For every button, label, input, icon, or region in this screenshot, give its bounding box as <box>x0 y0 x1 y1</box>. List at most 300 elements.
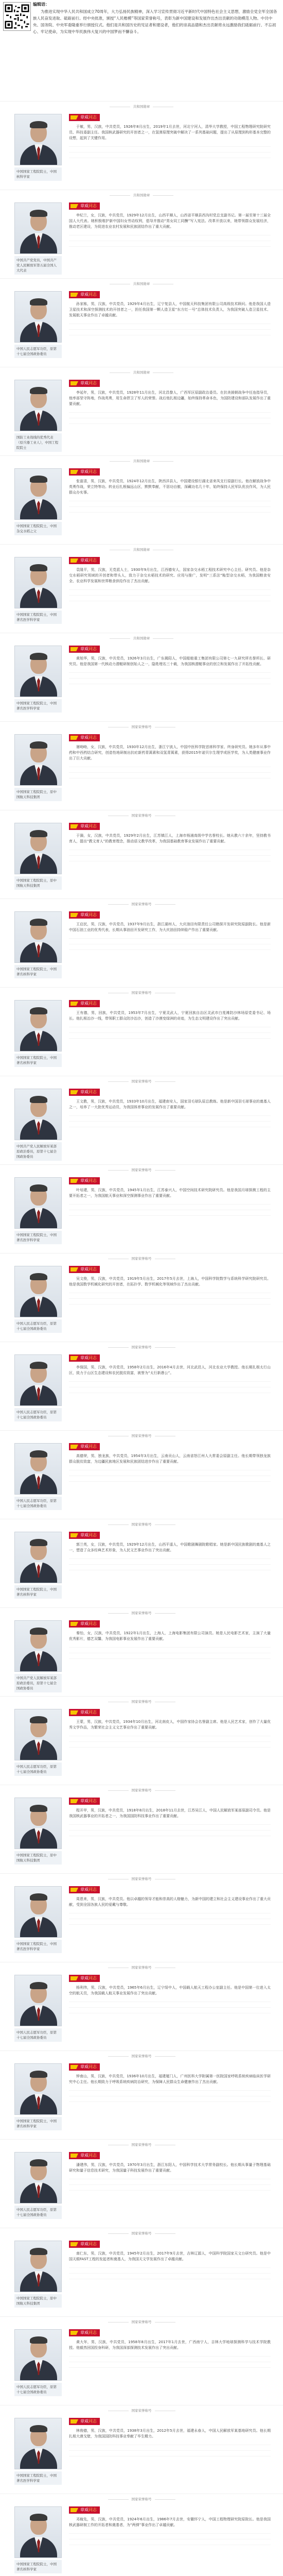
portrait-caption: 中国共产党人民解放军某部原政治委员，原第十七届全国政协委员 <box>14 1674 62 1692</box>
profile-bio: 王有德，男，回族，中共党员，1953年7月出生，宁夏灵武人，宁夏回族自治区灵武市白芨滩防沙林场原党委书记、场长。他扎根治沙一线，带领职工群众防沙治沙，创造了沙漠变绿洲的奇迹，为生态文明建设作出了突出贡献。 <box>69 1011 271 1021</box>
divider-title: 国家荣誉称号 <box>131 2054 152 2058</box>
profile-card <box>0 1253 283 1342</box>
profile-bio: 杨利伟，男，汉族，中共党员，1965年6月出生，辽宁绥中人，中国载人航天工程办公室副主任。他是中国第一位进入太空的航天员，为我国载人航天事业发展作出了突出贡献。 <box>69 1986 271 1995</box>
section-divider <box>0 193 283 198</box>
divider-line <box>108 1347 129 1348</box>
section-divider <box>0 282 283 286</box>
portrait-caption: 中国国家工程院院士，原中国航天科技集团 <box>14 1851 62 1865</box>
profile-name: 章威 <box>80 1976 89 1980</box>
divider-title: 国家荣誉称号 <box>131 814 152 818</box>
divider-line <box>155 1081 175 1082</box>
portrait-caption: 中国国家工程院院士，中国核科学家 <box>14 167 62 181</box>
photo-column <box>14 1354 62 1421</box>
photo-column <box>14 1177 62 1244</box>
photo-column <box>14 1620 62 1692</box>
profile-name: 章威 <box>80 824 89 828</box>
divider-line <box>108 2233 129 2234</box>
divider-line <box>110 461 130 462</box>
name-badge <box>69 2241 100 2248</box>
divider-title: 共和国勋章 <box>133 459 150 463</box>
portrait-caption: 中国人民志愿军功臣，原第十七届全国政协委员 <box>14 2206 62 2219</box>
profile-name-accent: 同志 <box>89 558 97 563</box>
section-divider <box>0 1877 283 1882</box>
profile-name-accent: 同志 <box>89 735 97 740</box>
profile-bio: 申纪兰，女，汉族，中共党员，1929年12月出生，山西平顺人，山西省平顺县西沟村党总支副书记。第一届至第十三届全国人大代表。她积极维护新中国妇女劳动权利，倡导并推动“男女同工同酬”写入宪法。改革开放以来，她带领群众发展经济，推动老区建设，为促进农业农村发展和民族团结作出了重大贡献。 <box>69 213 271 229</box>
profile-name-accent: 同志 <box>89 1444 97 1449</box>
divider-title: 国家荣誉称号 <box>131 902 152 906</box>
section-divider <box>0 636 283 641</box>
profile-card <box>0 1696 283 1785</box>
bio-column <box>69 202 271 252</box>
name-badge <box>69 1354 100 1362</box>
divider-title: 共和国勋章 <box>133 548 150 552</box>
profile-bio: 林俊德，男，汉族，中共党员，1938年3月出生，2012年5月去世，福建永春人，中国人民解放军某基地研究员。他长期扎根大漠戈壁，为我国国防科技事业奉献了毕生精力。 <box>69 2429 271 2438</box>
portrait-caption: 中国共产党党员，中国共产党人民解放军第五届全国人大代表 <box>14 256 62 275</box>
divider-title: 国家荣誉称号 <box>131 2143 152 2147</box>
photo-column <box>14 2241 62 2308</box>
photo-column <box>14 646 62 713</box>
profile-name-accent: 同志 <box>89 2242 97 2246</box>
profile-card <box>0 2228 283 2316</box>
bio-column <box>69 646 271 689</box>
portrait-photo <box>14 380 62 431</box>
profile-name-accent: 同志 <box>89 469 97 474</box>
photo-column <box>14 1443 62 1510</box>
profile-name-accent: 同志 <box>89 1976 97 1980</box>
divider-line <box>108 2322 129 2323</box>
portrait-photo <box>14 202 62 254</box>
profile-bio: 南仁东，男，汉族，中共党员，1945年2月出生，2017年9月去世，吉林辽源人，中国科学院国家天文台研究员。他是中国天眼FAST工程的发起者和奠基人，为我国天文学发展作出了卓越贡献。 <box>69 2251 271 2261</box>
editor-label: 编辑语： <box>33 2 49 7</box>
divider-title: 国家荣誉称号 <box>131 2409 152 2413</box>
portrait-caption: 国防工业战线的优秀代表（原兵器工业人），中国工程院院士 <box>14 433 62 452</box>
profile-name-accent: 同志 <box>89 115 97 120</box>
portrait-caption: 中国国家工程院院士，中国著名医学科学家 <box>14 1940 62 1953</box>
divider-title: 国家荣誉称号 <box>131 1079 152 1083</box>
section-divider <box>0 459 283 464</box>
section-divider <box>0 1079 283 1084</box>
name-badge <box>69 911 100 919</box>
bio-column <box>69 2418 271 2462</box>
profile-name: 章威 <box>80 2330 89 2335</box>
profile-name-accent: 同志 <box>89 1267 97 1272</box>
portrait-photo <box>14 1000 62 1052</box>
name-badge <box>69 557 100 564</box>
profile-name-accent: 同志 <box>89 292 97 297</box>
photo-column <box>14 468 62 535</box>
portrait-photo <box>14 1443 62 1495</box>
profile-name: 章威 <box>80 2507 89 2512</box>
bio-column <box>69 1798 271 1841</box>
portrait-photo <box>14 823 62 874</box>
profile-card <box>0 190 283 278</box>
profile-name: 章威 <box>80 2153 89 2158</box>
section-divider <box>0 1434 283 1438</box>
portrait-caption: 中国共产党人民解放军某部原政治委员，原第十七届全国政协委员 <box>14 1142 62 1161</box>
bio-column <box>69 380 271 429</box>
profile-card <box>0 1785 283 1873</box>
divider-title: 国家荣誉称号 <box>131 2320 152 2324</box>
bio-column <box>69 468 271 518</box>
profile-bio: 郭兰英，女，汉族，中共党员，1929年12月出生，山西平遥人，中国歌剧舞剧院歌唱家。她是新中国民族歌剧的奠基人之一，塑造了众多经典艺术形象，为人民文艺事业作出了突出贡献。 <box>69 1543 271 1552</box>
portrait-caption: 中国国家工程院院士，中国著名医学科学家 <box>14 1231 62 1244</box>
portrait-photo <box>14 2152 62 2204</box>
divider-line <box>110 638 130 639</box>
divider-title: 国家荣誉称号 <box>131 1611 152 1615</box>
portrait-photo <box>14 557 62 608</box>
profile-name: 章威 <box>80 1621 89 1626</box>
profile-card <box>0 810 283 899</box>
divider-title: 国家荣誉称号 <box>131 1700 152 1704</box>
profile-list <box>0 101 283 2576</box>
portrait-photo <box>14 291 62 343</box>
name-badge <box>69 646 100 653</box>
divider-title: 国家荣誉称号 <box>131 2231 152 2235</box>
profile-card <box>0 101 283 190</box>
profile-name: 章威 <box>80 735 89 740</box>
name-badge <box>69 380 100 387</box>
divider-line <box>108 2056 129 2057</box>
photo-column <box>14 291 62 358</box>
divider-title: 国家荣誉称号 <box>131 1965 152 1970</box>
profile-card <box>0 1519 283 1607</box>
profile-bio: 于漪，女，汉族，中共党员，1929年2月出生，江苏镇江人，上海市杨浦高级中学名誉校长。她从教六十余年，坚持教书育人，提出“教文育人”的教育理念，推动语文教学改革，为我国基础教育事业发展作出了重要贡献。 <box>69 834 271 843</box>
portrait-caption: 中国国家工程院院士，中国杂交水稻之父 <box>14 522 62 535</box>
divider-line <box>155 1170 175 1171</box>
profile-name-accent: 同志 <box>89 2507 97 2512</box>
section-divider <box>0 1168 283 1173</box>
divider-title: 共和国勋章 <box>133 282 150 286</box>
profile-bio: 程开甲，男，汉族，中共党员，1918年8月出生，2018年11月去世，江苏吴江人，中国人民解放军某部原副司令员。他是我国核武器事业的开拓者之一，为我国国防科技事业作出了重要贡献。 <box>69 1808 271 1818</box>
profile-card <box>0 367 283 455</box>
summary-text: 为推进实现中华人民共和国成立70周年，大力弘扬民族精神，深入学习宣传贯彻习近平新时代中国特色社会主义思想，激励全党全军全国各族人民奋发进取、砥砺前行。经中央批准，颁授“人民楷模”等国家荣誉称号，表彰为新中国建设和发展作出杰出贡献的功勋模范人物。中共中央、国务院、中央军委隆重举行颁授仪式。他们是共和国历史的见证者和建设者，他们的崇高品德和杰出贡献将永远激励我们砥砺前行、不忘初心、牢记使命，为实现中华民族伟大复兴的中国梦而不懈奋斗。 <box>33 9 277 34</box>
divider-line <box>108 1613 129 1614</box>
portrait-photo <box>14 2418 62 2469</box>
portrait-photo <box>14 646 62 697</box>
name-badge <box>69 1443 100 1450</box>
section-divider <box>0 2320 283 2325</box>
section-divider <box>0 1257 283 1261</box>
section-divider <box>0 2231 283 2236</box>
photo-column <box>14 114 62 181</box>
profile-bio: 秦怡，女，汉族，中共党员，1922年1月出生，上海人，上海电影集团有限公司演员。她是人民电影艺术家，主演了大量优秀影片，德艺双馨，为我国电影事业发展作出了重要贡献。 <box>69 1631 271 1641</box>
section-divider <box>0 1788 283 1793</box>
profile-bio: 王蒙，男，汉族，中共党员，1934年10月出生，河北南皮人，中国作家协会名誉副主席。他是人民艺术家，创作了大量优秀文学作品，为繁荣社会主义文艺事业作出了重要贡献。 <box>69 1720 271 1730</box>
divider-line <box>108 2499 129 2500</box>
name-badge <box>69 468 100 476</box>
qr-code <box>3 2 31 31</box>
profile-bio: 袁隆平，男，汉族，无党派人士，1930年9月出生，江西德安人，国家杂交水稻工程技术研究中心主任、研究员。他是杂交水稻研究领域的开创者和带头人，致力于杂交水稻技术的研究、应用与推广，发明“三系法”籼型杂交水稻，为我国粮食安全、农业科学发展和世界粮食供给作出了杰出贡献。 <box>69 568 271 583</box>
photo-column <box>14 1975 62 2042</box>
profile-name: 章威 <box>80 1178 89 1183</box>
portrait-photo <box>14 468 62 520</box>
profile-name-accent: 同志 <box>89 2419 97 2424</box>
bio-column <box>69 1620 271 1664</box>
profile-card <box>0 2139 283 2228</box>
photo-column <box>14 1709 62 1776</box>
photo-column <box>14 1532 62 1599</box>
profile-card <box>0 1164 283 1253</box>
divider-title: 国家荣誉称号 <box>131 2497 152 2501</box>
photo-column <box>14 2418 62 2485</box>
portrait-caption: 中国人民志愿军功臣，原第十七届全国政协委员 <box>14 1408 62 1421</box>
divider-line <box>153 195 173 196</box>
bio-column <box>69 911 271 955</box>
name-badge <box>69 291 100 298</box>
profile-card <box>0 1342 283 1430</box>
portrait-photo <box>14 1798 62 1849</box>
section-divider <box>0 1965 283 1970</box>
profile-bio: 王文教，男，汉族，中共党员，1933年10月出生，福建南安人，国家羽毛球队原总教练。他是新中国羽毛球事业的奠基人之一，培养了一大批优秀运动员，为我国体育事业的发展作出了重要贡献。 <box>69 1099 271 1109</box>
profile-name-accent: 同志 <box>89 1355 97 1360</box>
photo-column <box>14 1886 62 1953</box>
profile-name-accent: 同志 <box>89 1090 97 1094</box>
divider-line <box>108 1524 129 1525</box>
name-badge <box>69 114 100 121</box>
section-divider <box>0 814 283 818</box>
bio-column <box>69 823 271 867</box>
profile-bio: 钟南山，男，汉族，中共党员，1936年10月出生，福建厦门人，广州医科大学附属第一医院国家呼吸系统疾病临床医学研究中心主任。他长期致力于呼吸系统疾病防治研究，为保障人民群众生命健康作出了杰出贡献。 <box>69 2074 271 2084</box>
profile-card <box>0 987 283 1076</box>
bio-column <box>69 114 271 163</box>
profile-bio: 叶培建，男，汉族，中共党员，1945年1月出生，江苏泰兴人，中国空间技术研究院研究员。他是我国月球探测工程的主要开拓者之一，为我国航天事业和深空探测事业作出了重要贡献。 <box>69 1188 271 1198</box>
name-badge <box>69 2329 100 2336</box>
divider-title: 国家荣誉称号 <box>131 1345 152 1349</box>
profile-bio: 吴文俊，男，汉族，中共党员，1919年5月出生，2017年5月去世，上海人，中国科学院数学与系统科学研究院研究员。他是我国数学机械化研究的开创者，在拓扑学、数学机械化等领域作出了杰出贡献。 <box>69 1277 271 1286</box>
portrait-caption: 中国国家工程院院士，中国著名医学科学家 <box>14 611 62 624</box>
portrait-caption: 中国国家工程院院士，中国著名核科学家 <box>14 2117 62 2130</box>
portrait-photo <box>14 1975 62 2026</box>
profile-name: 章威 <box>80 1355 89 1360</box>
profile-name: 章威 <box>80 558 89 563</box>
profile-name: 章威 <box>80 1444 89 1449</box>
profile-card <box>0 544 283 633</box>
profile-name: 章威 <box>80 912 89 917</box>
profile-name-accent: 同志 <box>89 647 97 651</box>
divider-title: 共和国勋章 <box>133 636 150 640</box>
divider-title: 国家荣誉称号 <box>131 1434 152 1438</box>
profile-name-accent: 同志 <box>89 1621 97 1626</box>
bio-column <box>69 1886 271 1930</box>
bio-column <box>69 1532 271 1575</box>
profile-name-accent: 同志 <box>89 2153 97 2158</box>
portrait-photo <box>14 1266 62 1317</box>
profile-name: 章威 <box>80 1267 89 1272</box>
name-badge <box>69 1000 100 1007</box>
bio-column <box>69 2152 271 2196</box>
portrait-caption: 中国国家工程院院士，中国著名核科学家 <box>14 1585 62 1599</box>
divider-line <box>155 1613 175 1614</box>
section-divider <box>0 548 283 552</box>
portrait-caption: 中国人民志愿军功臣，原第十七届全国政协委员 <box>14 1319 62 1333</box>
profile-bio: 潘建伟，男，汉族，中共党员，1970年3月出生，浙江东阳人，中国科学技术大学常务副校长。他长期从事量子物理基础研究和量子信息技术研究，为我国量子科技发展作出了重要贡献。 <box>69 2163 271 2173</box>
profile-card <box>0 2316 283 2405</box>
section-divider <box>0 2409 283 2413</box>
profile-name-accent: 同志 <box>89 1887 97 1892</box>
bio-column <box>69 291 271 341</box>
divider-line <box>155 1524 175 1525</box>
section-divider <box>0 1611 283 1616</box>
photo-column <box>14 380 62 452</box>
profile-name: 章威 <box>80 381 89 385</box>
portrait-caption: 中国国家工程院院士，中国著名核科学家 <box>14 1054 62 1067</box>
divider-title: 国家荣誉称号 <box>131 725 152 729</box>
photo-column <box>14 1798 62 1865</box>
profile-card <box>0 899 283 987</box>
portrait-photo <box>14 1089 62 1140</box>
profile-card <box>0 455 283 544</box>
section-divider <box>0 991 283 995</box>
profile-name-accent: 同志 <box>89 381 97 385</box>
bio-column <box>69 734 271 784</box>
divider-line <box>155 2322 175 2323</box>
section-divider <box>0 725 283 730</box>
profile-name-accent: 同志 <box>89 1001 97 1006</box>
portrait-photo <box>14 734 62 786</box>
profile-bio: 屠呦呦，女，汉族，中共党员，1930年12月出生，浙江宁波人，中国中医科学院首席科学家、终身研究员。她多年从事中药和中西药结合研究，创造性地研制出抗疟新药青蒿素和双氢青蒿素，获得2015年诺贝尔生理学或医学奖，为人类健康事业作出了巨大贡献。 <box>69 745 271 760</box>
name-badge <box>69 202 100 210</box>
header <box>0 0 283 101</box>
profile-name: 章威 <box>80 469 89 474</box>
portrait-caption: 中国国家工程院院士，中国著名核科学家 <box>14 965 62 978</box>
profile-bio: 王启民，男，汉族，中共党员，1937年9月出生，浙江湖州人，大庆油田有限责任公司勘探开发研究院原副院长。他是新中国石油工业的优秀代表，长期从事油田开发研究工作，为大庆油田持续稳产作出了重要贡献。 <box>69 922 271 932</box>
bio-column <box>69 2506 271 2550</box>
profile-card <box>0 1607 283 1696</box>
profile-name-accent: 同志 <box>89 824 97 828</box>
portrait-caption: 中国人民志愿军功臣，原第十七届全国政协委员 <box>14 2028 62 2042</box>
portrait-photo <box>14 114 62 165</box>
profile-name-accent: 同志 <box>89 1533 97 1537</box>
photo-column <box>14 2329 62 2396</box>
divider-line <box>153 461 173 462</box>
portrait-caption: 中国国家工程院院士，中国著名医学科学家 <box>14 2471 62 2485</box>
photo-column <box>14 734 62 801</box>
portrait-caption: 中国国家工程院院士，中国著名核科学家 <box>14 2560 62 2573</box>
divider-line <box>155 2056 175 2057</box>
bio-column <box>69 1709 271 1753</box>
bio-column <box>69 1266 271 1310</box>
profile-name: 章威 <box>80 647 89 651</box>
photo-column <box>14 1000 62 1067</box>
section-divider <box>0 902 283 907</box>
portrait-caption: 中国国家工程院院士，原中国航天科技集团 <box>14 2294 62 2308</box>
bio-column <box>69 557 271 606</box>
divider-title: 国家荣誉称号 <box>131 1257 152 1261</box>
photo-column <box>14 2152 62 2219</box>
profile-name: 章威 <box>80 2064 89 2069</box>
section-divider <box>0 1345 283 1350</box>
portrait-photo <box>14 1354 62 1406</box>
divider-title: 国家荣誉称号 <box>131 991 152 995</box>
profile-card <box>0 2050 283 2139</box>
divider-line <box>110 372 130 373</box>
name-badge <box>69 823 100 830</box>
portrait-caption: 中国人民志愿军功臣，原第十七届全国政协委员 <box>14 2383 62 2396</box>
profile-name: 章威 <box>80 1887 89 1892</box>
profile-card <box>0 633 283 721</box>
profile-card <box>0 1430 283 1519</box>
portrait-caption: 中国人民志愿军功臣，原第十七届全国政协委员 <box>14 345 62 358</box>
bio-column <box>69 2329 271 2373</box>
name-badge <box>69 2506 100 2514</box>
name-badge <box>69 1709 100 1716</box>
profile-card <box>0 721 283 810</box>
divider-line <box>108 904 129 905</box>
name-badge <box>69 734 100 741</box>
bio-column <box>69 1089 271 1132</box>
profile-bio: 李延年，男，汉族，中共党员，1928年11月出生，河北昌黎人，广西军区原副政治委员。在抗美援朝战争中任连指导员，他率部坚守阵地，作战英勇，用生命捍卫了军人的荣誉。战后他扎根边疆，始终保持革命本色，为国防建设和部队发展作出了重要贡献。 <box>69 391 271 406</box>
profile-name: 章威 <box>80 1090 89 1094</box>
photo-column <box>14 202 62 275</box>
divider-title: 国家荣誉称号 <box>131 1877 152 1881</box>
portrait-photo <box>14 2506 62 2558</box>
section-divider <box>0 2054 283 2059</box>
bio-column <box>69 1443 271 1487</box>
portrait-caption: 中国人民志愿军功臣，原第十七届全国政协委员 <box>14 1762 62 1776</box>
profile-bio: 张富清，男，汉族，中共党员，1924年12月出生，陕西洋县人，中国建设银行湖北省来凤支行原副行长。他在解放战争中英勇作战，荣立特等功。转业后扎根偏远山区，默默奉献，不居功自傲，深藏功名几十年，始终保持人民军队优良作风，为人民群众办实事。 <box>69 479 271 495</box>
profile-name-accent: 同志 <box>89 1710 97 1715</box>
divider-line <box>155 2499 175 2500</box>
bio-column <box>69 2241 271 2284</box>
section-divider <box>0 105 283 109</box>
profile-card <box>0 2405 283 2494</box>
divider-title: 共和国勋章 <box>133 105 150 109</box>
name-badge <box>69 1266 100 1273</box>
bio-column <box>69 1177 271 1221</box>
name-badge <box>69 1975 100 1982</box>
profile-name: 章威 <box>80 204 89 208</box>
portrait-photo <box>14 2063 62 2115</box>
portrait-photo <box>14 1177 62 1229</box>
name-badge <box>69 2152 100 2159</box>
profile-name: 章威 <box>80 2242 89 2246</box>
photo-column <box>14 911 62 978</box>
photo-column <box>14 557 62 624</box>
profile-name: 章威 <box>80 2419 89 2424</box>
profile-name: 章威 <box>80 292 89 297</box>
name-badge <box>69 1620 100 1628</box>
profile-bio: 于敏，男，汉族，中共党员，1926年8月出生，2019年1月去世，河北宁河人，清华大学教授，中国工程物理研究院研究员、科技委副主任。我国核武器研究的开创者之一，在氢弹原理突破中解决了一系列基础问题，提出了从原理到构形基本完整的设想，起到了关键作用。 <box>69 125 271 140</box>
portrait-caption: 中国国家工程院院士，中国著名医学科学家 <box>14 699 62 713</box>
bio-column <box>69 1354 271 1398</box>
photo-column <box>14 2506 62 2573</box>
portrait-caption: 中国国家工程院院士，原中国航天科技集团 <box>14 876 62 890</box>
portrait-caption: 中国人民志愿军功臣，原第十七届全国政协委员 <box>14 1497 62 1510</box>
profile-name: 章威 <box>80 1001 89 1006</box>
profile-bio: 孙家栋，男，汉族，中共党员，1929年4月出生，辽宁复县人，中国航天科技集团有限公司高级技术顾问。他是我国人造卫星技术和深空探测技术的开创者之一，担任我国第一颗人造卫星“东方红一号”总体技术负责人，为我国突破人造卫星技术、发展航天事业作出了卓越贡献。 <box>69 302 271 317</box>
divider-line <box>155 1790 175 1791</box>
portrait-photo <box>14 1620 62 1672</box>
profile-name: 章威 <box>80 1799 89 1803</box>
divider-line <box>153 638 173 639</box>
name-badge <box>69 1532 100 1539</box>
profile-card <box>0 1076 283 1164</box>
section-divider <box>0 370 283 375</box>
portrait-photo <box>14 911 62 963</box>
profile-bio: 邓稼先，男，汉族，中共党员，1924年6月出生，1986年7月去世，安徽怀宁人，中国工程物理研究院原院长。他是我国核武器研制工作的开拓者和奠基者，为“两弹”事业作出了卓越贡献。 <box>69 2517 271 2527</box>
divider-title: 共和国勋章 <box>133 370 150 375</box>
profile-card <box>0 1962 283 2050</box>
portrait-photo <box>14 1886 62 1938</box>
profile-bio: 李保国，男，汉族，中共党员，1958年2月出生，2016年4月去世，河北武邑人，河北农业大学教授。他长期扎根太行山区，致力于山区生态建设和农民脱贫致富，被誉为“太行新愚公”。 <box>69 1365 271 1375</box>
photo-column <box>14 823 62 890</box>
divider-title: 国家荣誉称号 <box>131 1522 152 1527</box>
profile-name-accent: 同志 <box>89 2064 97 2069</box>
profile-name-accent: 同志 <box>89 1799 97 1803</box>
divider-line <box>110 195 130 196</box>
divider-title: 国家荣誉称号 <box>131 1168 152 1172</box>
profile-name-accent: 同志 <box>89 204 97 208</box>
